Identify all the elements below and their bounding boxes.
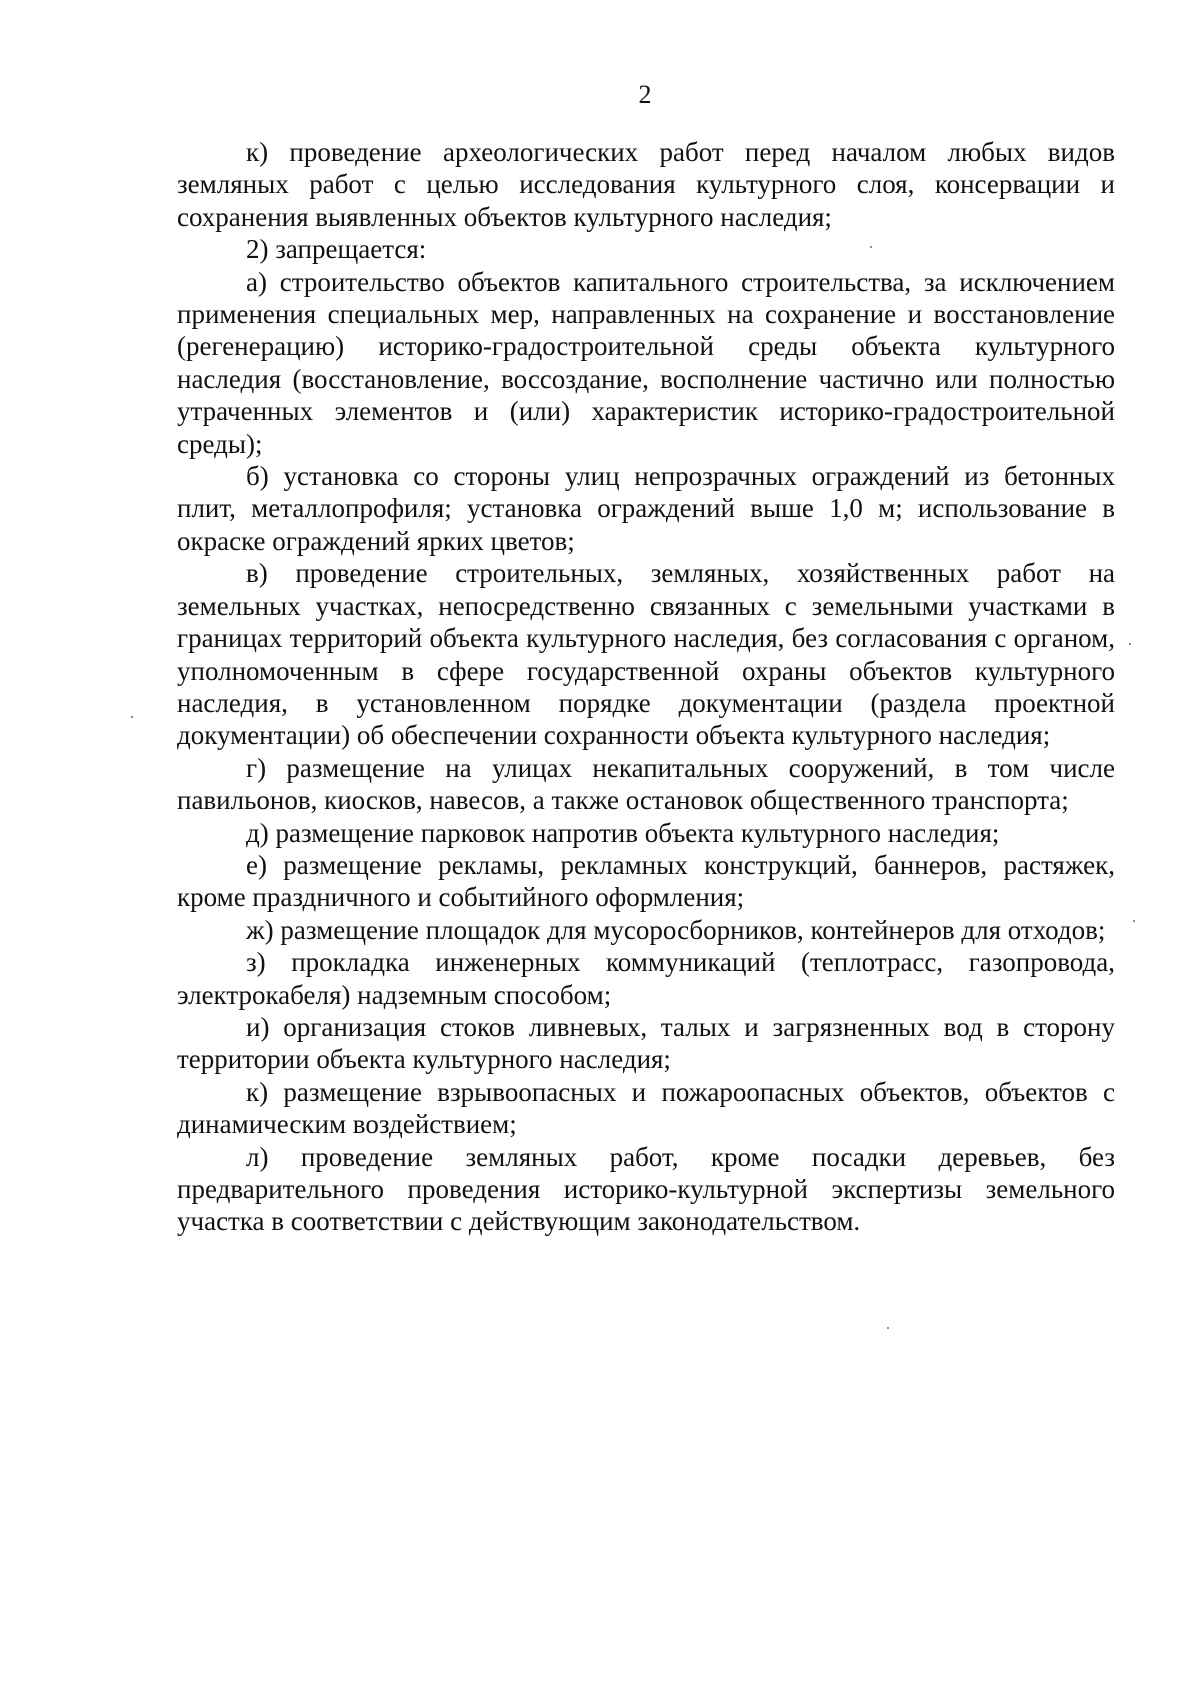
scan-speck xyxy=(1129,643,1131,645)
paragraph-l-earthworks: л) проведение земляных работ, кроме посадки деревьев, без предварительного проведения историко-культурной экспертизы земельного участка в соответствии с действующим законодательством. xyxy=(177,1141,1115,1237)
paragraph-e-advertising: е) размещение рекламы, рекламных конструкций, баннеров, растяжек, кроме праздничного и событийного оформления; xyxy=(177,849,1115,913)
paragraph-a-construction: а) строительство объектов капитального строительства, за исключением применения специальных мер, направленных на сохранение и восстановление (регенерацию) историко-градостроительной среды объекта культурного наследия (восстановление, воссоздание, восполнение частично или полностью утраченных элементов и (или) характеристик историко-градостроительной среды); xyxy=(177,266,1115,459)
paragraph-zh-waste-sites: ж) размещение площадок для мусоросборников, контейнеров для отходов; xyxy=(246,914,1106,945)
document-body xyxy=(177,136,1115,1238)
paragraph-d-parking: д) размещение парковок напротив объекта культурного наследия; xyxy=(246,817,1000,848)
paragraph-k-archaeology: к) проведение археологических работ перед началом любых видов земляных работ с целью исследования культурного слоя, консервации и сохранения выявленных объектов культурного наследия; xyxy=(177,137,1115,232)
paragraph-prohibited-heading: 2) запрещается: xyxy=(246,234,427,265)
scan-speck xyxy=(870,246,872,248)
paragraph-v-works: в) проведение строительных, земляных, хозяйственных работ на земельных участках, непосредственно связанных с земельными участками в границах территорий объекта культурного наследия, без согласования с органом, уполномоченным в сфере государственной охраны объектов культурного наследия, в установленном порядке документации (раздела проектной документации) об обеспечении сохранности объекта культурного наследия; xyxy=(177,558,1115,751)
scan-speck xyxy=(887,1327,889,1329)
paragraph-z-utilities: з) прокладка инженерных коммуникаций (теплотрасс, газопровода, электрокабеля) надземным способом; xyxy=(177,947,1115,1010)
paragraph-k-hazardous-objects: к) размещение взрывоопасных и пожароопасных объектов, объектов с динамическим воздействием; xyxy=(177,1076,1115,1140)
paragraph-b-fences: б) установка со стороны улиц непрозрачных ограждений из бетонных плит, металлопрофиля; установка ограждений выше 1,0 м; использование в окраске ограждений ярких цветов; xyxy=(177,461,1115,556)
paragraph-g-structures: г) размещение на улицах некапитальных сооружений, в том числе павильонов, киосков, навесов, а также остановок общественного транспорта; xyxy=(177,752,1115,816)
paragraph-i-drainage: и) организация стоков ливневых, талых и загрязненных вод в сторону территории объекта культурного наследия; xyxy=(177,1011,1115,1075)
page-number: 2 xyxy=(638,80,652,109)
scan-speck xyxy=(1133,920,1135,922)
scan-speck xyxy=(131,716,133,718)
